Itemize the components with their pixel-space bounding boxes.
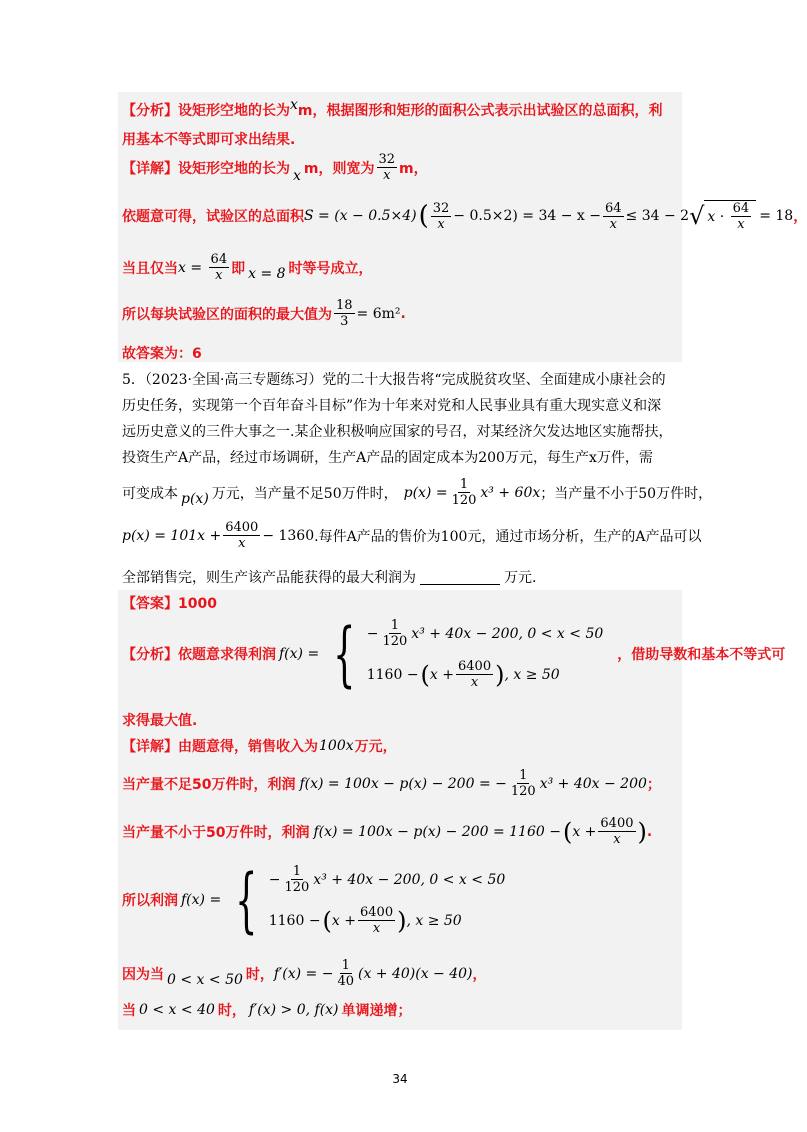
detail2-line: 【详解】 由题意得，销售收入为 100x 万元， [122, 738, 397, 755]
answer-line [122, 343, 202, 363]
detail-text: 设矩形空地的长为 [178, 160, 290, 177]
var-x: x [293, 167, 301, 184]
max-line: 所以每块试验区的面积的最大值为 $\frac{18}{3}$ = 6m² . [122, 298, 406, 329]
analysis-label: 【分析】 [122, 103, 178, 119]
profit-line-1: 当产量不足50万件时，利润 f(x) = 100x − p(x) − 200 = − $\frac{1}{120}$ x³ + 40x − 200 ； [122, 768, 661, 799]
equality-line: 当且仅当 x = $\frac{64}{x}$ 即 x = 8 时等号成立， [122, 252, 373, 283]
answer-label-line: 【答案】1000 [122, 596, 217, 612]
area-line: 依题意可得，试验区的总面积 S = (x − 0.5×4) ( $\frac{32}{x}$ − 0.5×2) = 34 − x − $\frac{64}{x}$ ≤ 34 − 2 √ x · $\frac{64}{x}$ = 18 ， [122, 200, 807, 232]
detail-text: m， [399, 160, 428, 177]
var-x: x [290, 97, 298, 113]
page-number: 34 [392, 1072, 408, 1086]
profit-line-2: 当产量不小于50万件时，利润 f(x) = 100x − p(x) − 200 = 1160 − ( x + $\frac{6400}{x}$ ) . [122, 816, 653, 847]
problem-line-1: 5．（2023·全国·高三专题练习）党的二十大报告将“完成脱贫攻坚、全面建成小康社会的 [122, 372, 666, 388]
monotone-line: 当 0 < x < 40 时， f′(x) > 0, f(x) 单调递增； [122, 1002, 412, 1019]
analysis-text: m，根据图形和矩形的面积公式表示出试验区的总面积，利 [297, 103, 663, 119]
profit-formula-2: f(x) = 100x − p(x) − 200 = 1160 − ( x + $\frac{6400}{x}$ ) [313, 816, 647, 847]
problem-line-7: 全部销售完，则生产该产品能获得的最大利润为 万元. [122, 570, 537, 586]
derivative-line: 因为当 0 < x < 50 时， f′(x) = − $\frac{1}{40}$ (x + 40)(x − 40) ， [122, 958, 487, 989]
problem-line-3: 远历史意义的三件大事之一.某企业积极响应国家的号召，对某经济欠发达地区实施帮扶， [122, 424, 673, 440]
answer-blank [420, 570, 500, 585]
max-text: 所以每块试验区的面积的最大值为 [122, 306, 332, 323]
equality-text: 当且仅当 [122, 260, 178, 277]
answer-text: 故答案为：6 [122, 346, 202, 362]
detail-line-1 [122, 152, 428, 183]
profit-line-3: 所以利润 f(x) = { − $\frac{1}{120}$ x³ + 40x − 200, 0 < x < 50 1160 − ( x + $\frac{6400}{x}$ ) , x ≥ 50 [122, 859, 506, 941]
analysis-text: 用基本不等式即可求出结果. [122, 132, 296, 148]
detail-text: m，则宽为 [303, 160, 375, 177]
piecewise-formula-2: f(x) = { − $\frac{1}{120}$ x³ + 40x − 200, 0 < x < 50 1160 − ( x + $\frac{6400}{x}$ ) , x ≥ 50 [181, 859, 506, 941]
equality-formula: x = $\frac{64}{x}$ [178, 252, 228, 283]
analysis-text: 设矩形空地的长为 [178, 103, 290, 119]
derivative-formula: f′(x) = − $\frac{1}{40}$ (x + 40)(x − 40) [273, 958, 473, 989]
detail-label: 【详解】 [122, 160, 178, 177]
fraction-32-x: $\frac{32}{x}$ [378, 152, 396, 183]
problem-line-6: p(x) = 101x + $\frac{6400}{x}$ − 1360 .每件A产品的售价为100元，通过市场分析，生产的A产品可以 [122, 520, 702, 551]
area-text: 依题意可得，试验区的总面积 [122, 209, 304, 225]
area-formula: S = (x − 0.5×4) ( $\frac{32}{x}$ − 0.5×2) = 34 − x − $\frac{64}{x}$ ≤ 34 − 2 √ x · $\frac{64}{x}$ = 18 [304, 200, 794, 232]
analysis2-line-2: 求得最大值. [122, 713, 198, 729]
problem-line-2: 历史任务，实现第一个百年奋斗目标”作为十年来对党和人民事业具有重大现实意义和深 [122, 398, 662, 414]
profit-formula-1: f(x) = 100x − p(x) − 200 = − $\frac{1}{120}$ x³ + 40x − 200 [299, 768, 647, 799]
problem-line-5: 可变成本 p(x) 万元，当产量不足50万件时， p(x) = $\frac{1}{120}$ x³ + 60x ；当产量不小于50万件时， [122, 477, 713, 508]
max-formula: $\frac{18}{3}$ = 6m² [336, 298, 401, 329]
analysis-line-2 [122, 129, 295, 149]
problem-line-4: 投资生产A产品，经过市场调研，生产A产品的固定成本为200万元，每生产x万件，需 [122, 450, 653, 466]
analysis-line-1 [122, 97, 663, 120]
piecewise-formula: f(x) = { − $\frac{1}{120}$ x³ + 40x − 200, 0 < x < 50 1160 − ( x + $\frac{6400}{x}$ ) , x ≥ 50 [279, 613, 604, 695]
analysis2-line: 【分析】 依题意求得利润 f(x) = { − $\frac{1}{120}$ x³ + 40x − 200, 0 < x < 50 1160 − ( x + $\frac{6400}{x}$ ) , x ≥ 50 ，借助导数和基本不等式可 [122, 613, 786, 695]
